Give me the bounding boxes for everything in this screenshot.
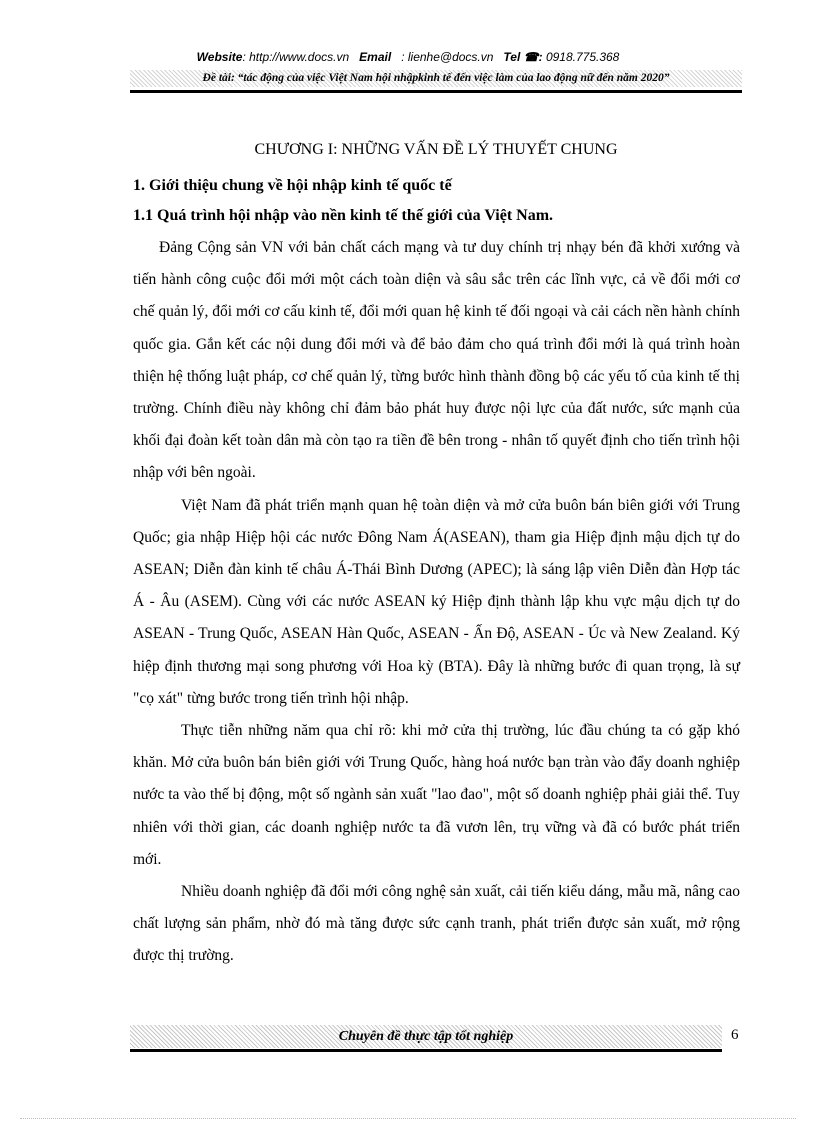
- website-value[interactable]: : http://www.docs.vn: [242, 50, 350, 64]
- subsection-heading: 1.1 Quá trình hội nhập vào nền kinh tế thế giới của Việt Nam.: [133, 207, 554, 224]
- footer-rule: [130, 1049, 722, 1052]
- page-edge-divider: [20, 1118, 796, 1119]
- header-contact-line: [0, 50, 816, 64]
- paragraph: Việt Nam đã phát triển mạnh quan hệ toàn diện và mở cửa buôn bán biên giới với Trung Quốc; gia nhập Hiệp hội các nước Đông Nam Á(ASEAN), tham gia Hiệp định mậu dịch tự do ASEAN; Diễn đàn kinh tế châu Á-Thái Bình Dương (APEC); là sáng lập viên Diễn đàn Hợp tác Á - Âu (ASEM). Cùng với các nước ASEAN ký Hiệp định thành lập khu vực mậu dịch tự do ASEAN - Trung Quốc, ASEAN Hàn Quốc, ASEAN - Ấn Độ, ASEAN - Úc và New Zealand. Ký hiệp định thương mại song phương với Hoa kỳ (BTA). Đây là những bước đi quan trọng, là sự "cọ xát" từng bước trong tiến trình hội nhập.: [133, 496, 740, 707]
- tel-label: Tel ☎:: [503, 50, 543, 64]
- chapter-title: CHƯƠNG I: NHỮNG VẤN ĐỀ LÝ THUYẾT CHUNG: [254, 141, 618, 158]
- section-heading: 1. Giới thiệu chung về hội nhập kinh tế quốc tế: [133, 177, 452, 194]
- email-label: Email: [359, 50, 392, 64]
- paragraph: Nhiều doanh nghiệp đã đổi mới công nghệ sản xuất, cải tiến kiểu dáng, mẫu mã, nâng cao chất lượng sản phẩm, nhờ đó mà tăng được sức cạnh tranh, phát triển được sản xuất, mở rộng được thị trường.: [133, 883, 740, 965]
- body-text: [133, 232, 740, 973]
- paragraph: Đảng Cộng sản VN với bản chất cách mạng và tư duy chính trị nhạy bén đã khởi xướng và tiến hành công cuộc đổi mới một cách toàn diện và sâu sắc trên các lĩnh vực, cả về đổi mới cơ chế quản lý, đổi mới cơ cấu kinh tế, đổi mới quan hệ kinh tế đối ngoại và cải cách nền hành chính quốc gia. Gắn kết các nội dung đổi mới và để bảo đảm cho quá trình đổi mới là quá trình hoàn thiện hệ thống luật pháp, cơ chế quản lý, từng bước hình thành đồng bộ các yếu tố của kinh tế thị trường. Chính điều này không chỉ đảm bảo phát huy được nội lực của đất nước, sức mạnh của khối đại đoàn kết toàn dân mà còn tạo ra tiền đề bên trong - nhân tố quyết định cho tiến trình hội nhập với bên ngoài.: [133, 239, 740, 482]
- footer-label: Chuyên đề thực tập tốt nghiệp: [130, 1025, 722, 1048]
- paragraph: Thực tiễn những năm qua chỉ rõ: khi mở cửa thị trường, lúc đầu chúng ta có gặp khó khăn. Mở cửa buôn bán biên giới với Trung Quốc, hàng hoá nước bạn tràn vào đẩy doanh nghiệp nước ta vào thế bị động, một số ngành sản xuất "lao đao", một số doanh nghiệp phải giải thể. Tuy nhiên với thời gian, các doanh nghiệp nước ta đã vươn lên, trụ vững và đã có bước phát triển mới.: [133, 722, 740, 868]
- page-number: 6: [731, 1027, 739, 1043]
- tel-value: 0918.775.368: [545, 50, 620, 64]
- website-label: Website: [196, 50, 243, 64]
- header-topic-bar: Đề tài: “tác động của việc Việt Nam hội nhậpkinh tế đến việc làm của lao động nữ đến năm 2020”: [130, 70, 742, 87]
- header-rule: [130, 90, 742, 93]
- email-value[interactable]: : lienhe@docs.vn: [401, 50, 494, 64]
